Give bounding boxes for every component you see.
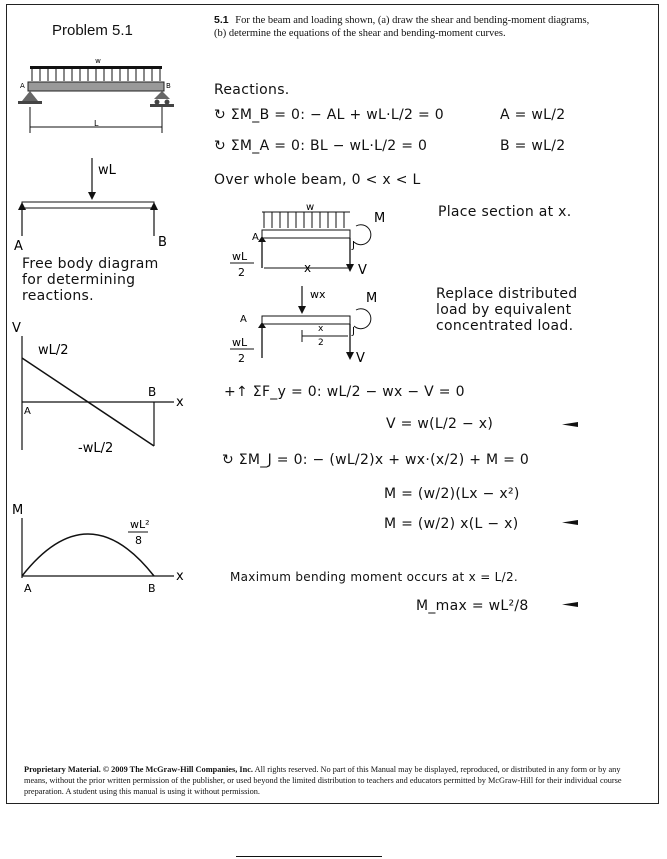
beam-label-a: A bbox=[20, 82, 25, 90]
sec2-dist-num: x bbox=[318, 324, 324, 334]
shear-x-label: x bbox=[176, 395, 184, 410]
fbd-caption-2: for determining bbox=[22, 272, 136, 288]
shear-max-label: wL/2 bbox=[38, 343, 69, 358]
fbd-caption-1: Free body diagram bbox=[22, 256, 159, 272]
statement-number: 5.1 bbox=[214, 14, 229, 26]
replace-note-2: load by equivalent bbox=[436, 302, 572, 318]
moment-diagram bbox=[8, 500, 188, 600]
result-a: A = wL/2 bbox=[500, 107, 566, 123]
sec2-reaction-num: wL bbox=[232, 336, 248, 349]
shear-min-label: -wL/2 bbox=[78, 441, 114, 456]
result-mmax: M_max = wL²/8 bbox=[416, 598, 529, 614]
max-moment-note: Maximum bending moment occurs at x = L/2. bbox=[230, 570, 519, 584]
sec1-left-label: A bbox=[252, 232, 259, 243]
sec1-cut-label: J bbox=[352, 240, 355, 251]
fbd-label-a: A bbox=[14, 239, 23, 254]
fbd-figure bbox=[14, 158, 174, 254]
fbd-label-b: B bbox=[158, 235, 167, 250]
whole-beam-note: Over whole beam, 0 < x < L bbox=[214, 172, 421, 188]
sec1-shear-label: V bbox=[358, 263, 367, 278]
sec1-moment-label: M bbox=[374, 211, 386, 226]
shear-axis-label: V bbox=[12, 321, 21, 336]
problem-title: Problem 5.1 bbox=[52, 22, 133, 39]
sec2-load-label: wx bbox=[310, 288, 326, 301]
beam-span-label: L bbox=[94, 119, 99, 128]
eq-moment-a: ↻ ΣM_A = 0: BL − wL·L/2 = 0 bbox=[214, 138, 428, 154]
moment-x-label: x bbox=[176, 569, 184, 584]
replace-note-3: concentrated load. bbox=[436, 318, 574, 334]
sec1-load-label: w bbox=[306, 202, 315, 213]
result-v: V = w(L/2 − x) bbox=[386, 416, 494, 432]
sec2-left-label: A bbox=[240, 314, 247, 325]
sec2-moment-label: M bbox=[366, 291, 378, 306]
moment-peak-den: 8 bbox=[135, 534, 142, 547]
eq-force-y: +↑ ΣF_y = 0: wL/2 − wx − V = 0 bbox=[224, 384, 465, 400]
sec1-reaction-den: 2 bbox=[238, 266, 245, 279]
shear-diagram bbox=[8, 318, 188, 458]
statement-text: For the beam and loading shown, (a) draw the shear and bending-moment diagrams, (b) determine the equations of the shear and bending-moment curves. bbox=[214, 15, 590, 39]
section-1-figure bbox=[228, 202, 388, 282]
problem-statement bbox=[214, 14, 594, 40]
moment-label-a: A bbox=[24, 582, 32, 595]
shear-label-b: B bbox=[148, 385, 157, 399]
sec2-shear-label: V bbox=[356, 351, 365, 366]
moment-axis-label: M bbox=[12, 503, 24, 518]
result-b: B = wL/2 bbox=[500, 138, 566, 154]
result-m2: M = (w/2) x(L − x) bbox=[384, 516, 519, 532]
moment-label-b: B bbox=[148, 582, 156, 595]
sec2-cut-label: J bbox=[352, 326, 355, 337]
beam-figure bbox=[18, 55, 178, 135]
section-2-figure bbox=[228, 286, 388, 366]
bottom-rule bbox=[236, 856, 382, 857]
fbd-caption-3: reactions. bbox=[22, 288, 94, 304]
sec1-reaction-num: wL bbox=[232, 250, 248, 263]
sec2-reaction-den: 2 bbox=[238, 352, 245, 365]
eq-moment-j: ↻ ΣM_J = 0: − (wL/2)x + wx·(x/2) + M = 0 bbox=[222, 452, 530, 468]
reactions-heading: Reactions. bbox=[214, 82, 290, 98]
sec1-dist-label: x bbox=[304, 261, 312, 275]
fbd-load-label: wL bbox=[98, 163, 116, 178]
eq-moment-b: ↻ ΣM_B = 0: − AL + wL·L/2 = 0 bbox=[214, 107, 444, 123]
footer-bold: Proprietary Material. © 2009 The McGraw-Hill Companies, Inc. bbox=[24, 765, 253, 774]
footer-text: All rights reserved. No part of this Manual may be displayed, reproduced, or distributed in any form or by any means, without the prior written permission of the publisher, or used beyond the limited distribution to teachers and educators permitted by McGraw-Hill for their individual course preparation. A student using this manual is using it without permission. bbox=[24, 765, 622, 796]
sec2-dist-den: 2 bbox=[318, 338, 324, 348]
moment-peak-num: wL² bbox=[130, 518, 150, 531]
shear-label-a: A bbox=[24, 406, 31, 417]
beam-load-label: w bbox=[95, 57, 101, 65]
result-m1: M = (w/2)(Lx − x²) bbox=[384, 486, 520, 502]
replace-note-1: Replace distributed bbox=[436, 286, 578, 302]
copyright-footer bbox=[24, 764, 624, 797]
beam-label-b: B bbox=[166, 82, 171, 90]
section-note: Place section at x. bbox=[438, 204, 572, 220]
